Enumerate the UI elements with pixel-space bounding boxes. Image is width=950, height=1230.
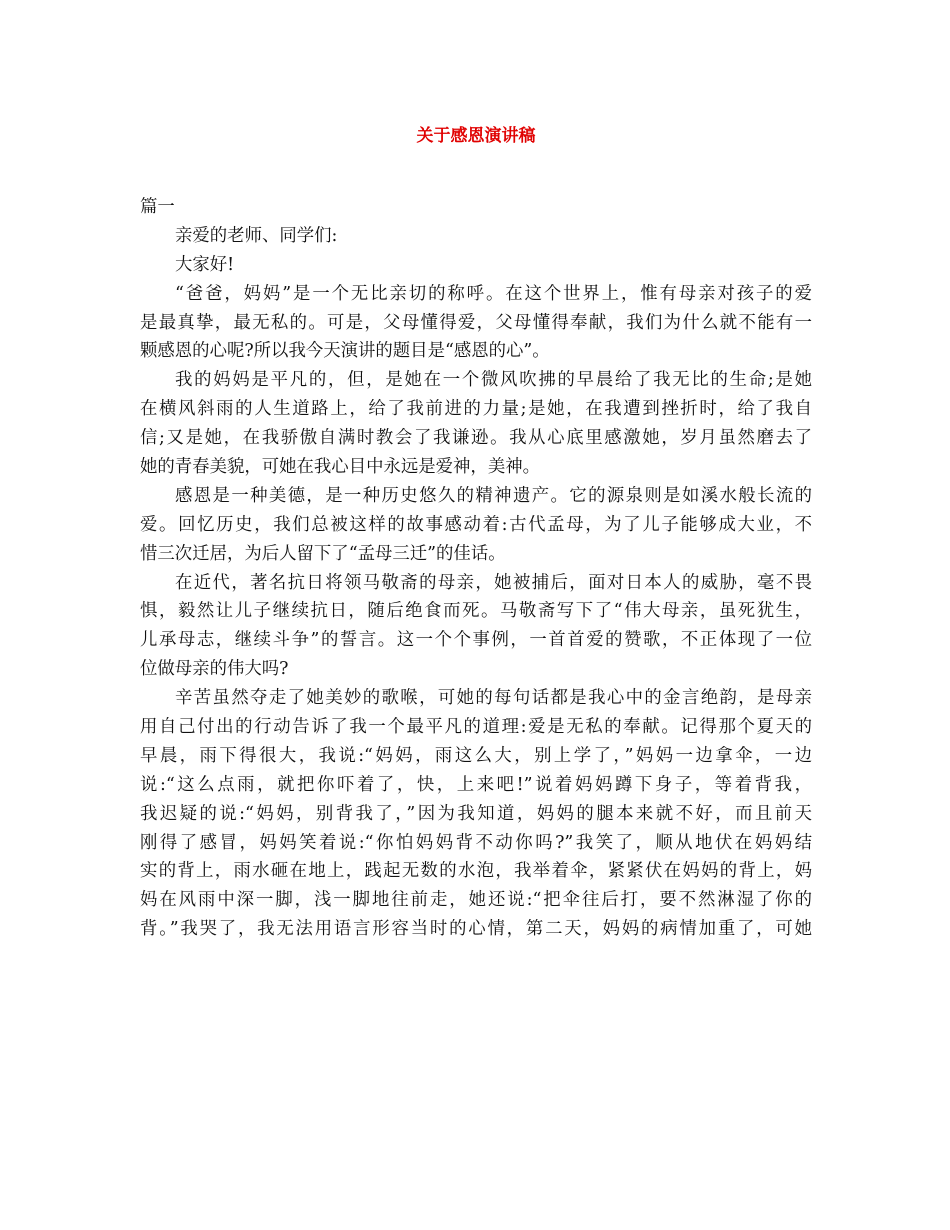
text-line: 辛苦虽然夺走了她美妙的歌喉，可她的每句话都是我心中的金言绝韵，是母亲 <box>175 688 812 709</box>
text-line: 在近代，著名抗日将领马敬斋的母亲，她被捕后，面对日本人的威胁，毫不畏 <box>175 572 812 593</box>
text-line: 惧，毅然让儿子继续抗日，随后绝食而死。马敬斋写下了“伟大母亲，虽死犹生， <box>140 601 812 622</box>
text-line: 信;又是她，在我骄傲自满时教会了我谦逊。我从心底里感激她，岁月虽然磨去了 <box>140 428 812 449</box>
document-title: 关于感恩演讲稿 <box>416 126 536 146</box>
text-line: 早晨，雨下得很大，我说:“妈妈，雨这么大，别上学了，”妈妈一边拿伞，一边 <box>140 745 812 766</box>
text-line: 儿承母志，继续斗争”的誓言。这一个个事例，一首首爱的赞歌，不正体现了一位 <box>140 630 812 651</box>
text-line: 我的妈妈是平凡的，但，是她在一个微风吹拂的早晨给了我无比的生命;是她 <box>175 370 812 391</box>
text-line: 位做母亲的伟大吗? <box>140 659 289 680</box>
text-line: 篇一 <box>140 197 175 217</box>
text-line: “爸爸，妈妈”是一个无比亲切的称呼。在这个世界上，惟有母亲对孩子的爱 <box>175 283 812 304</box>
text-line: 亲爱的老师、同学们: <box>175 225 338 246</box>
text-line: 惜三次迁居，为后人留下了“孟母三迁”的佳话。 <box>140 543 506 564</box>
text-line: 她的青春美貌，可她在我心目中永远是爱神，美神。 <box>140 457 540 478</box>
text-line: 说:“这么点雨，就把你吓着了，快，上来吧!”说着妈妈蹲下身子，等着背我， <box>140 774 812 795</box>
text-line: 爱。回忆历史，我们总被这样的故事感动着:古代孟母，为了儿子能够成大业，不 <box>140 514 812 535</box>
text-line: 在横风斜雨的人生道路上，给了我前进的力量;是她，在我遭到挫折时，给了我自 <box>140 399 812 420</box>
text-line: 妈在风雨中深一脚，浅一脚地往前走，她还说:“把伞往后打，要不然淋湿了你的 <box>140 890 812 911</box>
text-line: 大家好! <box>175 254 235 275</box>
text-line: 用自己付出的行动告诉了我一个最平凡的道理:爱是无私的奉献。记得那个夏天的 <box>140 717 812 738</box>
text-line: 颗感恩的心呢?所以我今天演讲的题目是“感恩的心”。 <box>140 341 550 362</box>
text-line: 我迟疑的说:“妈妈，别背我了，”因为我知道，妈妈的腿本来就不好，而且前天 <box>140 803 812 824</box>
text-line: 是最真挚，最无私的。可是，父母懂得爱，父母懂得奉献，我们为什么就不能有一 <box>140 312 812 333</box>
text-line: 感恩是一种美德，是一种历史悠久的精神遗产。它的源泉则是如溪水般长流的 <box>175 485 812 506</box>
text-line: 实的背上，雨水砸在地上，践起无数的水泡，我举着伞，紧紧伏在妈妈的背上，妈 <box>140 861 812 882</box>
text-line: 背。”我哭了，我无法用语言形容当时的心情，第二天，妈妈的病情加重了，可她 <box>140 919 812 940</box>
text-line: 刚得了感冒，妈妈笑着说:“你怕妈妈背不动你吗?”我笑了，顺从地伏在妈妈结 <box>140 832 812 853</box>
document-body <box>140 193 812 944</box>
